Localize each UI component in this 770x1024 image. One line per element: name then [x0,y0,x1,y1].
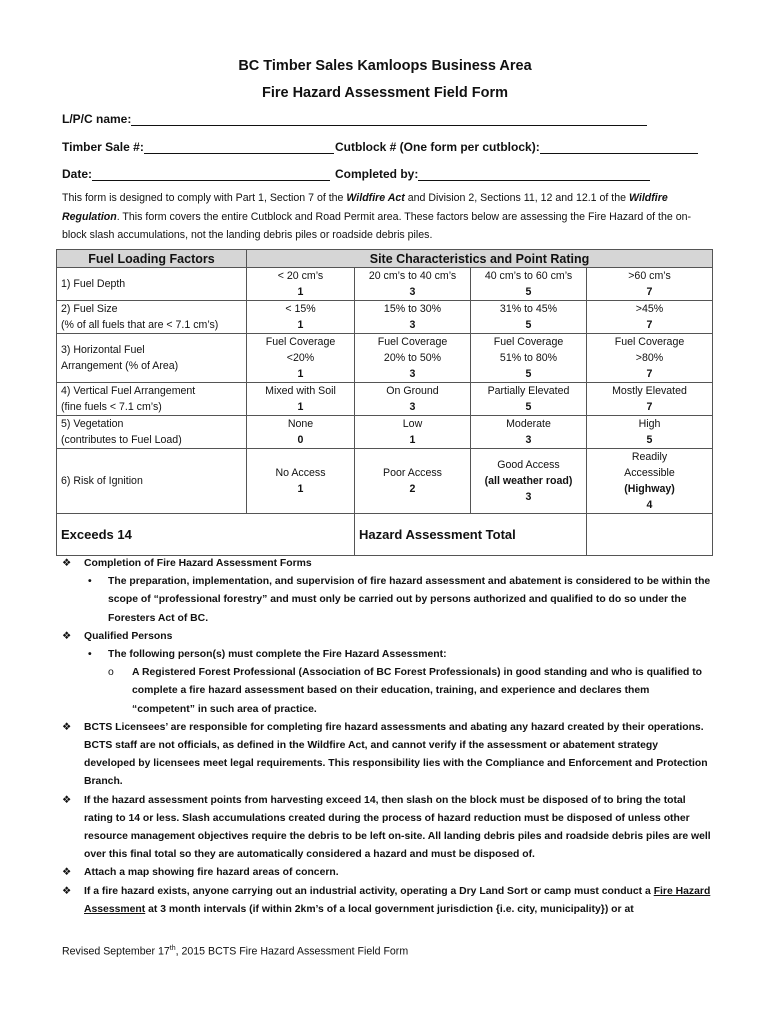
intro-paragraph: This form is designed to comply with Part 1, Section 7 of the Wildfire Act and Division 2, Sections 11, 12 and 12.1 of the Wildfire Regulation. This form covers the entire Cutblock and Road Permit area. These factors below are assessing the Fire Hazard of the on-block slash accumulations, not the landing debris piles or roadside debris piles. [62,192,692,241]
list-item: • The preparation, implementation, and supervision of fire hazard assessment and abatement is considered to be within the scope of “professional forestry” and must only be carried out by persons authorized and qualified to do so under the Foresters Act of BC. [62,573,712,628]
rating-cell[interactable]: Mixed with Soil 1 [247,383,355,416]
table-row [57,301,713,334]
bullet-icon: • [88,649,92,661]
list-item: ❖ Completion of Fire Hazard Assessment Forms [62,555,712,573]
timber-sale-label: Timber Sale #: [62,140,144,154]
rating-cell[interactable]: >60 cm’s 7 [587,268,713,301]
diamond-bullet-icon: ❖ [62,558,72,569]
date-field [62,167,330,181]
list-item: ❖ If the hazard assessment points from harvesting exceed 14, then slash on the block must be disposed of to bring the total rating to 14 or less. Slash accumulations created during the process of hazard reduction must be disposed of unless other resource management objectives require the debris to be left on-site. All landing debris piles and roadside debris piles are well over this final total so they are automatically considered a hazard and must be disposed of. [62,792,712,865]
list-item: o A Registered Forest Professional (Association of BC Forest Professionals) in good standing and who is qualified to complete a fire hazard assessment based on their education, training, and experience and declares them “competent” in such area of practice. [62,664,712,719]
factor-fuel-size: 2) Fuel Size (% of all fuels that are < 7.1 cm’s) [57,301,247,334]
fuel-loading-header: Fuel Loading Factors [57,250,247,268]
rating-cell[interactable]: Low 1 [355,416,471,449]
date-input-line[interactable] [92,168,330,181]
diamond-bullet-icon: ❖ [62,885,72,897]
lpc-label: L/P/C name: [62,112,132,126]
timber-sale-field [62,140,334,154]
completed-by-label: Completed by: [335,167,419,181]
rating-cell[interactable]: Fuel Coverage 20% to 50% 3 [355,334,471,383]
rating-cell[interactable]: < 20 cm’s 1 [247,268,355,301]
rating-cell[interactable]: Moderate 3 [471,416,587,449]
completed-by-field [335,167,650,181]
wildfire-regulation-ref: Wildfire Regulation [62,192,668,223]
rating-cell[interactable]: Partially Elevated 5 [471,383,587,416]
page-title: BC Timber Sales Kamloops Business Area [238,58,532,74]
rating-cell[interactable]: 20 cm’s to 40 cm’s 3 [355,268,471,301]
fire-hazard-table [56,249,713,556]
date-label: Date: [62,167,93,181]
rating-cell[interactable]: None 0 [247,416,355,449]
rating-cell[interactable]: Mostly Elevated 7 [587,383,713,416]
completed-by-input-line[interactable] [418,168,650,181]
rating-cell[interactable]: Poor Access 2 [355,449,471,514]
rating-cell[interactable]: No Access 1 [247,449,355,514]
factor-vegetation: 5) Vegetation (contributes to Fuel Load) [57,416,247,449]
page-footer: Revised September 17th, 2015 BCTS Fire Hazard Assessment Field Form [62,945,409,958]
circle-bullet-icon: o [108,667,114,679]
page-subtitle: Fire Hazard Assessment Field Form [261,85,509,101]
rating-cell[interactable]: < 15% 1 [247,301,355,334]
diamond-bullet-icon: ❖ [62,794,72,806]
diamond-bullet-icon: ❖ [62,630,72,642]
table-row [57,268,713,301]
list-item: ❖ If a fire hazard exists, anyone carrying out an industrial activity, operating a Dry Land Sort or camp must conduct a Fire Hazard Assessment at 3 month intervals (if within 2km’s of a local government jurisdiction {i.e. city, municipality}) or at [62,883,712,919]
rating-cell[interactable]: 31% to 45% 5 [471,301,587,334]
hazard-total-input[interactable] [587,514,713,556]
factor-fuel-depth: 1) Fuel Depth [57,268,247,301]
rating-cell[interactable]: Fuel Coverage 51% to 80% 5 [471,334,587,383]
lpc-input-line[interactable] [131,113,647,126]
rating-cell[interactable]: High 5 [587,416,713,449]
cutblock-field [335,140,698,154]
lpc-field [62,112,647,126]
factor-risk-of-ignition: 6) Risk of Ignition [57,449,247,514]
wildfire-act-ref: Wildfire Act [346,192,405,204]
cutblock-input-line[interactable] [540,141,698,154]
rating-cell[interactable]: >45% 7 [587,301,713,334]
table-row [57,383,713,416]
list-item: • The following person(s) must complete the Fire Hazard Assessment: [62,646,712,664]
rating-cell[interactable]: Readily Accessible (Highway) 4 [587,449,713,514]
timber-sale-input-line[interactable] [144,141,334,154]
hazard-total-label: Hazard Assessment Total [355,514,587,556]
site-characteristics-header: Site Characteristics and Point Rating [247,250,713,268]
rating-cell[interactable]: Fuel Coverage <20% 1 [247,334,355,383]
list-item: ❖ Qualified Persons [62,628,712,646]
list-item: ❖ BCTS Licensees’ are responsible for completing fire hazard assessments and abating any hazard created by their operations. BCTS staff are not officials, as defined in the Wildfire Act, and cannot verify if the assessment or abatement strategy developed by licensees meet legal requirements. This responsibility lies with the Compliance and Enforcement and Protection Branch. [62,719,712,792]
table-row [57,449,713,514]
rating-cell[interactable]: Good Access (all weather road) 3 [471,449,587,514]
factor-vertical-arrangement: 4) Vertical Fuel Arrangement (fine fuels < 7.1 cm’s) [57,383,247,416]
exceeds-14-label: Exceeds 14 [57,514,355,556]
table-header-row [57,250,713,268]
table-total-row [57,514,713,556]
table-row [57,334,713,383]
fire-hazard-assessment-link[interactable]: Fire Hazard Assessment [84,885,711,915]
instructions-list [62,555,712,919]
diamond-bullet-icon: ❖ [62,721,72,733]
rating-cell[interactable]: On Ground 3 [355,383,471,416]
bullet-icon: • [88,576,92,588]
rating-cell[interactable]: 40 cm’s to 60 cm’s 5 [471,268,587,301]
rating-cell[interactable]: 15% to 30% 3 [355,301,471,334]
diamond-bullet-icon: ❖ [62,867,72,879]
table-row [57,416,713,449]
rating-cell[interactable]: Fuel Coverage >80% 7 [587,334,713,383]
factor-horizontal-arrangement: 3) Horizontal Fuel Arrangement (% of Area) [57,334,247,383]
list-item: ❖ Attach a map showing fire hazard areas of concern. [62,864,712,882]
cutblock-label: Cutblock # (One form per cutblock): [335,140,540,154]
